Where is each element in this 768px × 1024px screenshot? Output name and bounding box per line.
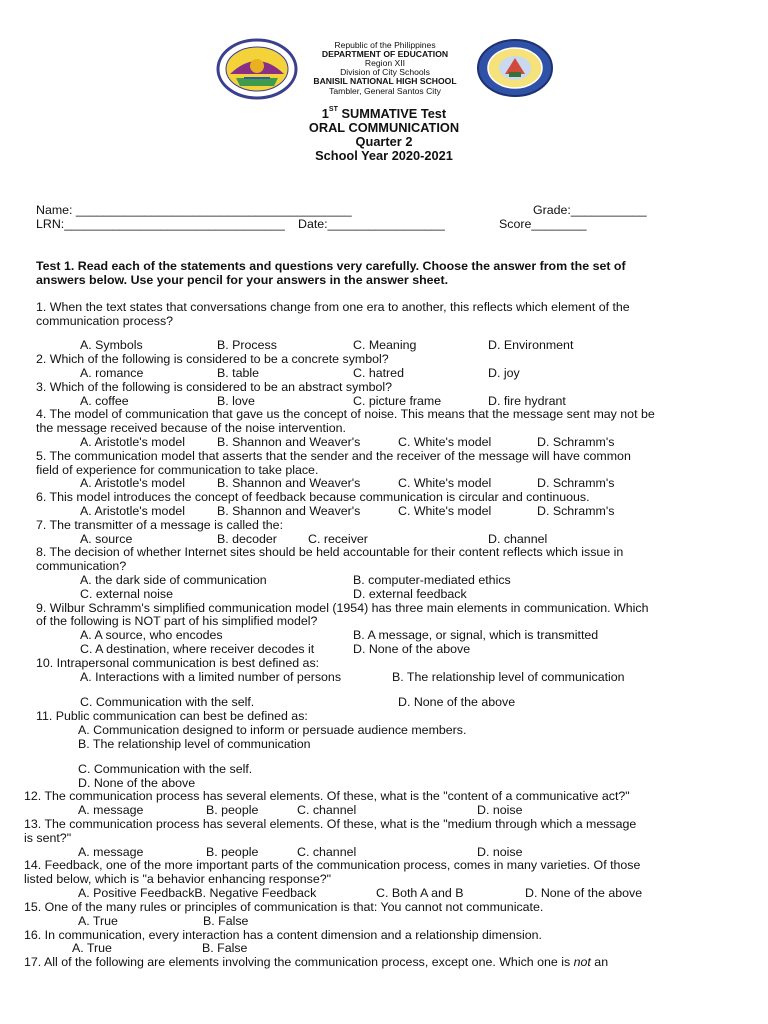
title-ordinal-suffix: ST [328,106,338,113]
q16-stem: 16. In communication, every interaction has a content dimension and a relationship dimension. [24,928,542,942]
q9-option-d: D. None of the above [353,642,471,656]
q8-stem-line-1: 8. The decision of whether Internet sites should be held accountable for their content reflects which issue in [36,545,624,559]
q11-stem: 11. Public communication can best be defined as: [36,709,308,723]
q7-stem: 7. The transmitter of a message is called the: [36,518,284,532]
q3-option-b: B. love [217,394,255,408]
header-republic: Republic of the Philippines [334,40,436,50]
q13-option-d: D. noise [477,845,523,859]
q9-stem-line-1: 9. Wilbur Schramm's simplified communication model (1954) has three main elements in communication. Which [36,601,649,615]
q14-option-c: C. Both A and B [376,886,464,900]
q14-stem-line-1: 14. Feedback, one of the more important parts of the communication process, comes in many varieties. Of those [24,858,641,872]
school-year-title: School Year 2020-2021 [315,148,453,163]
test-title [0,107,768,120]
q16-option-b: B. False [202,941,248,955]
q1-option-a: A. Symbols [80,338,143,352]
q11-option-a: A. Communication designed to inform or persuade audience members. [78,723,467,737]
grade-field: Grade:___________ [533,203,647,217]
q2-option-c: C. hatred [353,366,404,380]
q13-stem-line-2: is sent?" [24,831,72,845]
q6-option-d: D. Schramm's [537,504,615,518]
q15-option-a: A. True [78,914,118,928]
q4-option-c: C. White's model [398,435,492,449]
q4-option-b: B. Shannon and Weaver's [217,435,361,449]
q9-option-c: C. A destination, where receiver decodes it [80,642,315,656]
q17-stem-emphasis: not [573,955,591,969]
q17-stem-pre: 17. All of the following are elements involving the communication process, except one. Which one is [24,955,574,969]
name-field: Name: ________________________________________ [36,203,352,217]
header-department: DEPARTMENT OF EDUCATION [321,49,449,59]
q13-stem-line-1: 13. The communication process has several elements. Of these, what is the "medium through which a message [24,817,637,831]
q7-option-b: B. decoder [217,532,277,546]
q11-option-c: C. Communication with the self. [78,762,253,776]
q9-option-b: B. A message, or signal, which is transmitted [353,628,599,642]
q2-option-b: B. table [217,366,260,380]
q7-option-d: D. channel [488,532,548,546]
q10-option-a: A. Interactions with a limited number of persons [80,670,342,684]
q10-stem: 10. Intrapersonal communication is best defined as: [36,656,320,670]
q10-option-b: B. The relationship level of communication [392,670,625,684]
q11-option-b: B. The relationship level of communication [78,737,311,751]
q12-option-b: B. people [206,803,259,817]
q4-option-d: D. Schramm's [537,435,615,449]
q6-option-a: A. Aristotle's model [80,504,185,518]
q12-option-a: A. message [78,803,144,817]
instructions-line-1: Test 1. Read each of the statements and questions very carefully. Choose the answer from the set of [36,259,626,273]
q4-stem-line-2: the message received because of the noise intervention. [36,421,346,435]
q15-option-b: B. False [203,914,249,928]
q5-option-a: A. Aristotle's model [80,476,185,490]
q12-stem: 12. The communication process has several elements. Of these, what is the "content of a communicative act?" [24,789,630,803]
header-division: Division of City Schools [340,67,430,77]
q5-option-b: B. Shannon and Weaver's [217,476,361,490]
q7-option-a: A. source [80,532,133,546]
q5-stem-line-1: 5. The communication model that asserts that the sender and the receiver of the message will have common [36,449,631,463]
q2-stem: 2. Which of the following is considered to be a concrete symbol? [36,352,389,366]
q1-stem-line-2: communication process? [36,314,174,328]
q1-option-d: D. Environment [488,338,574,352]
q6-stem: 6. This model introduces the concept of feedback because communication is circular and continuous. [36,490,590,504]
quarter-title: Quarter 2 [355,134,413,149]
q3-option-d: D. fire hydrant [488,394,566,408]
date-field: Date:_________________ [298,217,445,231]
score-field: Score________ [499,217,587,231]
q5-option-c: C. White's model [398,476,492,490]
q14-option-d: D. None of the above [525,886,643,900]
q16-option-a: A. True [72,941,112,955]
q8-option-d: D. external feedback [353,587,467,601]
q3-option-c: C. picture frame [353,394,442,408]
q4-option-a: A. Aristotle's model [80,435,185,449]
q8-option-c: C. external noise [80,587,173,601]
q13-option-a: A. message [78,845,144,859]
q11-option-d: D. None of the above [78,776,196,790]
title-ordinal-number: 1 [321,106,329,121]
title-test: SUMMATIVE Test [341,106,447,121]
q6-option-b: B. Shannon and Weaver's [217,504,361,518]
q10-option-c: C. Communication with the self. [80,695,255,709]
q17-stem [24,955,608,969]
header-address: Tambler, General Santos City [329,86,441,96]
q4-stem-line-1: 4. The model of communication that gave us the concept of noise. This means that the message sent may not be [36,407,655,421]
q1-option-c: C. Meaning [353,338,417,352]
q9-option-a: A. A source, who encodes [80,628,223,642]
q3-option-a: A. coffee [80,394,129,408]
q8-stem-line-2: communication? [36,559,127,573]
q5-stem-line-2: field of experience for communication to take place. [36,463,319,477]
q8-option-a: A. the dark side of communication [80,573,267,587]
q13-option-b: B. people [206,845,259,859]
q2-option-a: A. romance [80,366,144,380]
q17-stem-post: an [590,955,609,969]
q5-option-d: D. Schramm's [537,476,615,490]
q6-option-c: C. White's model [398,504,492,518]
q14-stem-line-2: listed below, which is "a behavior enhancing response?" [24,872,332,886]
instructions-line-2: answers below. Use your pencil for your answers in the answer sheet. [36,273,449,287]
q3-stem: 3. Which of the following is considered to be an abstract symbol? [36,380,393,394]
q15-stem: 15. One of the many rules or principles of communication is that: You cannot not communicate. [24,900,544,914]
q1-stem-line-1: 1. When the text states that conversations change from one era to another, this reflects which element of the [36,300,630,314]
subject-title: ORAL COMMUNICATION [308,120,460,135]
q7-option-c: C. receiver [308,532,368,546]
header-region: Region XII [364,58,406,68]
q1-option-b: B. Process [217,338,277,352]
q9-stem-line-2: of the following is NOT part of his simplified model? [36,614,318,628]
school-seal-logo [216,38,298,100]
q12-option-d: D. noise [477,803,523,817]
q8-option-b: B. computer-mediated ethics [353,573,511,587]
q12-option-c: C. channel [297,803,357,817]
header-school: BANISIL NATIONAL HIGH SCHOOL [313,76,457,86]
lrn-field: LRN:________________________________ [36,217,285,231]
q14-option-ab: A. Positive FeedbackB. Negative Feedback [78,886,317,900]
q13-option-c: C. channel [297,845,357,859]
deped-seal-logo [476,38,554,98]
q10-option-d: D. None of the above [398,695,516,709]
q2-option-d: D. joy [488,366,520,380]
